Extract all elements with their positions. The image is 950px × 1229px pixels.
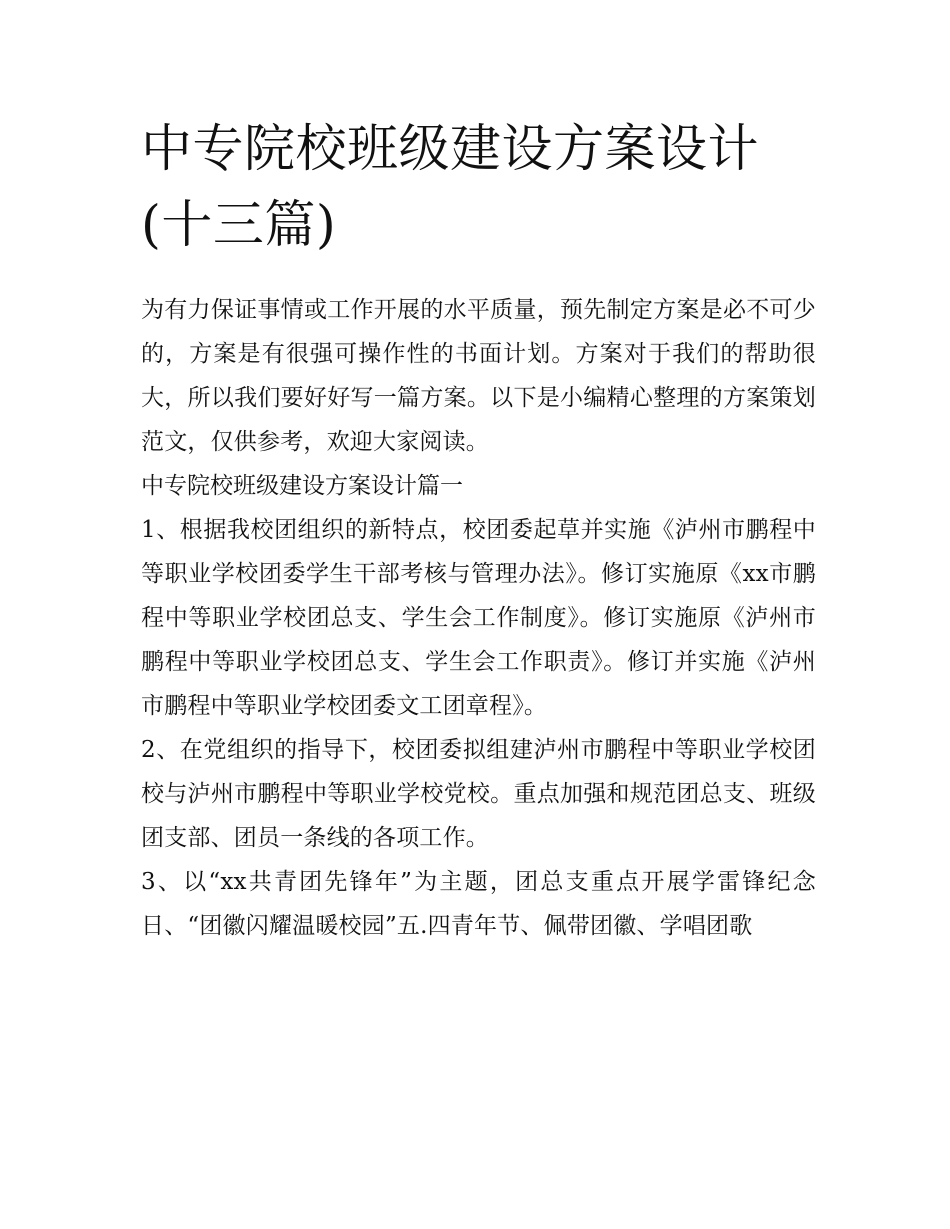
document-body (141, 112, 816, 948)
intro-paragraph: 为有力保证事情或工作开展的水平质量，预先制定方案是必不可少的，方案是有很强可操作性的书面计划。方案对于我们的帮助很大，所以我们要好好写一篇方案。以下是小编精心整理的方案策划范文，仅供参考，欢迎大家阅读。 (141, 297, 816, 455)
paragraph-2: 2、在党组织的指导下，校团委拟组建泸州市鹏程中等职业学校团校与泸州市鹏程中等职业学校党校。重点加强和规范团总支、班级团支部、团员一条线的各项工作。 (141, 737, 816, 851)
paragraph-3: 3、以“xx共青团先锋年”为主题，团总支重点开展学雷锋纪念日、“团徽闪耀温暖校园”五.四青年节、佩带团徽、学唱团歌 (141, 869, 816, 939)
paragraph-1: 1、根据我校团组织的新特点，校团委起草并实施《泸州市鹏程中等职业学校团委学生干部考核与管理办法》。修订实施原《xx市鹏程中等职业学校团总支、学生会工作制度》。修订实施原《泸州市鹏程中等职业学校团总支、学生会工作职责》。修订并实施《泸州市鹏程中等职业学校团委文工团章程》。 (141, 517, 816, 719)
document-title: 中专院校班级建设方案设计(十三篇) (141, 120, 760, 255)
section-heading: 中专院校班级建设方案设计篇一 (141, 473, 463, 499)
